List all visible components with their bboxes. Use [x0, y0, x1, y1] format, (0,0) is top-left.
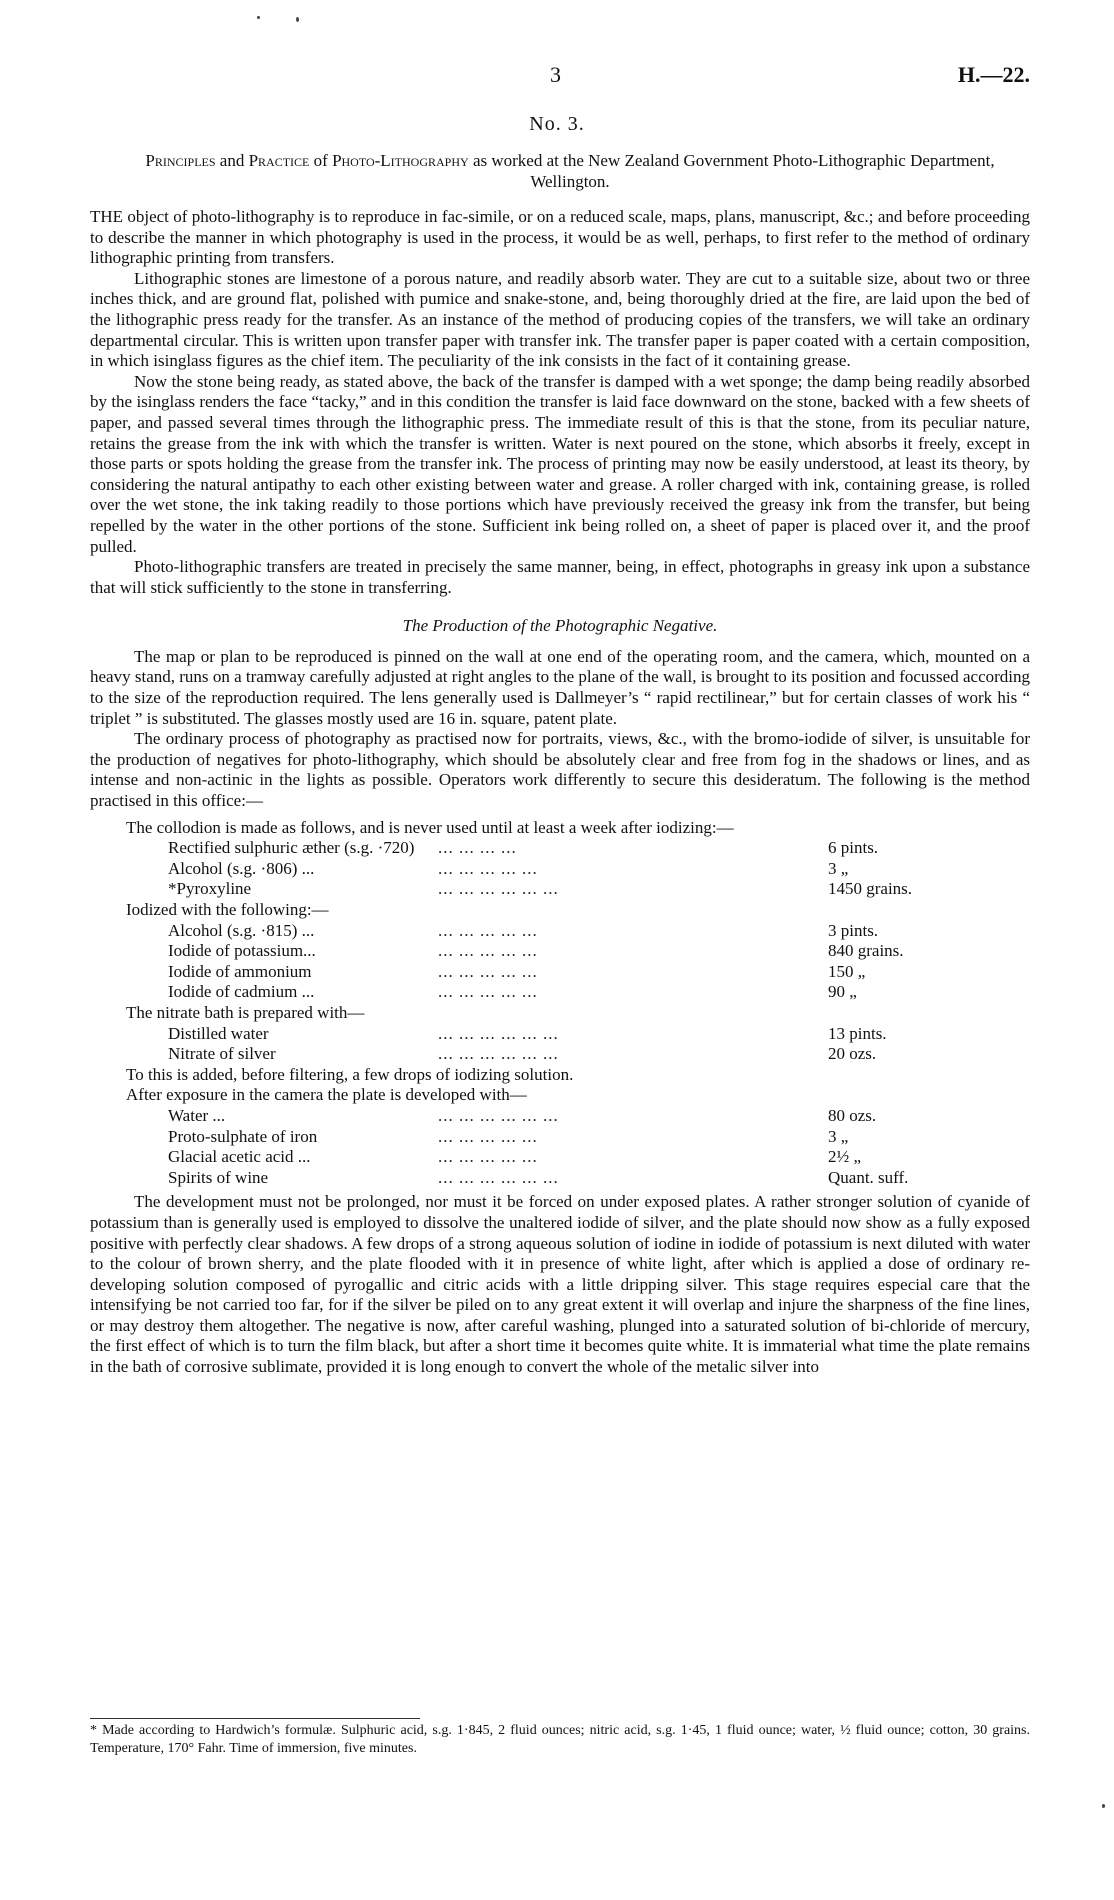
recipe-row	[126, 1044, 1030, 1065]
ingredient-amount: 20 ozs.	[828, 1044, 877, 1064]
title-practice: Practice	[248, 151, 310, 170]
recipe-intro	[126, 818, 1030, 839]
ingredient-amount: 840 grains.	[828, 941, 904, 961]
document-body	[90, 207, 1030, 1378]
footnote: * Made according to Hardwich’s formulæ. Sulphuric acid, s.g. 1·845, 2 fluid ounces; nitric acid, s.g. 1·45, 1 fluid ounce; water, ½ fluid ounce; cotton, 30 grains. Temperature, 170° Fahr. Time of immersion, five minutes.	[90, 1723, 1030, 1756]
recipe-row	[126, 1106, 1030, 1127]
ingredient-name: Water ...	[168, 1105, 226, 1125]
section-paragraph: The map or plan to be reproduced is pinned on the wall at one end of the operating room, and the camera, which, mounted on a heavy stand, runs on a tramway carefully adjusted at right angles to the plane of the wall, is brought to its position and focussed according to the size of the reproduction required. The lens generally used is Dallmeyer’s “ rapid rectilinear,” but for certain classes of work his “ triplet ” is substituted. The glasses mostly used are 16 in. square, patent plate.	[90, 646, 1030, 728]
document-title	[130, 150, 1010, 192]
leader-dots: ... ... ... ... ...	[438, 982, 538, 1002]
print-speck	[257, 16, 260, 19]
page-number: 3	[550, 62, 561, 87]
developer-intro: After exposure in the camera the plate is developed with—	[126, 1085, 527, 1105]
leader-dots: ... ... ... ... ...	[438, 920, 538, 940]
recipe-row	[126, 1127, 1030, 1148]
ingredient-name: Iodide of cadmium ...	[168, 982, 315, 1002]
section-paragraph: The ordinary process of photography as practised now for portraits, views, &c., with the bromo-iodide of silver, is unsuitable for the production of negatives for photo-lithography, which should be absolutely clear and free from fog in the shadows or lines, and as intense and non-actinic in the lights as possible. Operators work differently to secure this desideratum. The following is the method practised in this office:—	[90, 729, 1030, 811]
leader-dots: ... ... ... ... ... ...	[438, 879, 559, 899]
closing-paragraph: The development must not be prolonged, nor must it be forced on under exposed plates. A rather stronger solution of cyanide of potassium than is generally used is employed to dissolve the unaltered iodide of silver, and the plate should now show as a fully exposed positive with perfectly clear shadows. A few drops of a strong aqueous solution of iodine in iodide of potassium is next diluted with water to the colour of brown sherry, and the plate flooded with it in presence of white light, after which is applied a dose of ordinary re-developing solution composed of pyrogallic and citric acids with a little dripping silver. This stage requires especial care that the intensifying be not carried too far, for if the silver be piled on to any great extent it will overlap and injure the sharpness of the fine lines, or may destroy them altogether. The negative is now, after careful washing, plunged into a saturated solution of bi-chloride of mercury, the first effect of which is to turn the film black, but after a short time it becomes quite white. It is immaterial what time the plate remains in the bath of corrosive sublimate, provided it is long enough to convert the whole of the metalic silver into	[90, 1192, 1030, 1377]
recipe-row	[126, 1147, 1030, 1168]
ingredient-name: Proto-sulphate of iron	[168, 1126, 318, 1146]
title-of: of	[309, 151, 333, 170]
iodized-intro: Iodized with the following:—	[126, 900, 329, 919]
recipe-intro	[126, 1003, 1030, 1024]
ingredient-name: Alcohol (s.g. ·815) ...	[168, 920, 315, 940]
leader-dots: ... ... ... ... ... ...	[438, 1105, 559, 1125]
title-and: and	[215, 151, 249, 170]
intro-paragraph: THE object of photo-lithography is to reproduce in fac-simile, or on a reduced scale, maps, plans, manuscript, &c.; and before proceeding to describe the manner in which photography is used in the process, it would be as well, perhaps, to first refer to the method of ordinary lithographic printing from transfers.	[90, 207, 1030, 268]
ingredient-amount: 6 pints.	[828, 838, 879, 858]
section-heading: The Production of the Photographic Negative.	[402, 616, 718, 636]
document-reference: H.—22.	[957, 62, 1030, 87]
print-speck	[296, 17, 299, 22]
intro-paragraph: Now the stone being ready, as stated above, the back of the transfer is damped with a wet sponge; the damp being readily absorbed by the isinglass renders the face “tacky,” and in this condition the transfer is laid face downward on the stone, backed with a few sheets of paper, and passed several times through the lithographic press. The immediate result of this is that the stone, from its peculiar nature, retains the grease from the ink with which the transfer is written. Water is next poured on the stone, which absorbs it freely, except in those parts or spots holding the grease from the transfer ink. The process of printing may now be easily understood, at least its theory, by considering the natural antipathy to each other existing between water and grease. A roller charged with ink, containing grease, is rolled over the wet stone, the ink taking readily to those portions which have previously received the greasy ink from the transfer, but being repelled by the water in the other portions of the stone. Sufficient ink being rolled on, a sheet of paper is placed over it, and the proof pulled.	[90, 371, 1030, 556]
ingredient-name: Spirits of wine	[168, 1167, 269, 1187]
recipe-row	[126, 859, 1030, 880]
title-photolitho: Photo-Lithography	[332, 151, 469, 170]
intro-paragraph: Lithographic stones are limestone of a porous nature, and readily absorb water. They are cut to a suitable size, about two or three inches thick, and are ground flat, polished with pumice and snake-stone, and, being thoroughly dried at the fire, are laid upon the bed of the lithographic press ready for the transfer. As an instance of the method of producing copies of the transfers, we will take an ordinary departmental circular. This is written upon transfer paper with transfer ink. The transfer paper is paper coated with a certain composition, in which isinglass figures as the chief item. The peculiarity of the ink consists in the fact of it containing grease.	[90, 268, 1030, 371]
ingredient-name: Rectified sulphuric æther (s.g. ·720)	[168, 838, 415, 858]
ingredient-amount: 3 „	[828, 858, 849, 878]
leader-dots: ... ... ... ... ... ...	[438, 1023, 559, 1043]
ingredient-amount: 3 „	[828, 1126, 849, 1146]
ingredient-amount: 1450 grains.	[828, 879, 913, 899]
ingredient-name: *Pyroxyline	[168, 879, 252, 899]
collodion-intro: The collodion is made as follows, and is never used until at least a week after iodizing:—	[126, 817, 734, 837]
leader-dots: ... ... ... ... ...	[438, 961, 538, 981]
leader-dots: ... ... ... ... ... ...	[438, 1167, 559, 1187]
recipe-row	[126, 1168, 1030, 1189]
footnote-rule	[90, 1718, 420, 1719]
title-rest: as worked at the New Zealand Government Photo-Lithographic Department, Wellington.	[468, 151, 995, 191]
leader-dots: ... ... ... ... ...	[438, 1126, 538, 1146]
ingredient-amount: 13 pints.	[828, 1023, 887, 1043]
ingredient-amount: Quant. suff.	[828, 1167, 909, 1187]
page-header	[90, 62, 1030, 92]
ingredient-name: Iodide of ammonium	[168, 961, 312, 981]
recipe-row	[126, 1024, 1030, 1045]
recipe-table	[126, 818, 1030, 1189]
title-principles: Principles	[145, 151, 216, 170]
recipe-row	[126, 838, 1030, 859]
recipe-row	[126, 921, 1030, 942]
intro-paragraph: Photo-lithographic transfers are treated in precisely the same manner, being, in effect, photographs in greasy ink upon a substance that will stick sufficiently to the stone in transferring.	[90, 557, 1030, 597]
ingredient-amount: 90 „	[828, 982, 857, 1002]
leader-dots: ... ... ... ... ...	[438, 858, 538, 878]
leader-dots: ... ... ... ... ...	[438, 941, 538, 961]
ingredient-name: Nitrate of silver	[168, 1044, 276, 1064]
filter-note: To this is added, before filtering, a few drops of iodizing solution.	[126, 1064, 574, 1084]
leader-dots: ... ... ... ...	[438, 838, 517, 858]
recipe-intro	[126, 900, 1030, 921]
recipe-note	[126, 1065, 1030, 1086]
ingredient-amount: 2½ „	[828, 1147, 862, 1167]
ingredient-name: Iodide of potassium...	[168, 941, 316, 961]
ingredient-name: Alcohol (s.g. ·806) ...	[168, 858, 315, 878]
document-number: No. 3.	[529, 113, 585, 135]
ingredient-amount: 3 pints.	[828, 920, 879, 940]
leader-dots: ... ... ... ... ... ...	[438, 1044, 559, 1064]
recipe-row	[126, 982, 1030, 1003]
ingredient-name: Distilled water	[168, 1023, 269, 1043]
recipe-intro	[126, 1085, 1030, 1106]
print-speck	[1102, 1804, 1105, 1808]
leader-dots: ... ... ... ... ...	[438, 1147, 538, 1167]
bath-intro: The nitrate bath is prepared with—	[126, 1002, 365, 1022]
recipe-row	[126, 962, 1030, 983]
recipe-row	[126, 941, 1030, 962]
ingredient-amount: 150 „	[828, 961, 866, 981]
recipe-row	[126, 879, 1030, 900]
ingredient-amount: 80 ozs.	[828, 1105, 877, 1125]
ingredient-name: Glacial acetic acid ...	[168, 1147, 311, 1167]
